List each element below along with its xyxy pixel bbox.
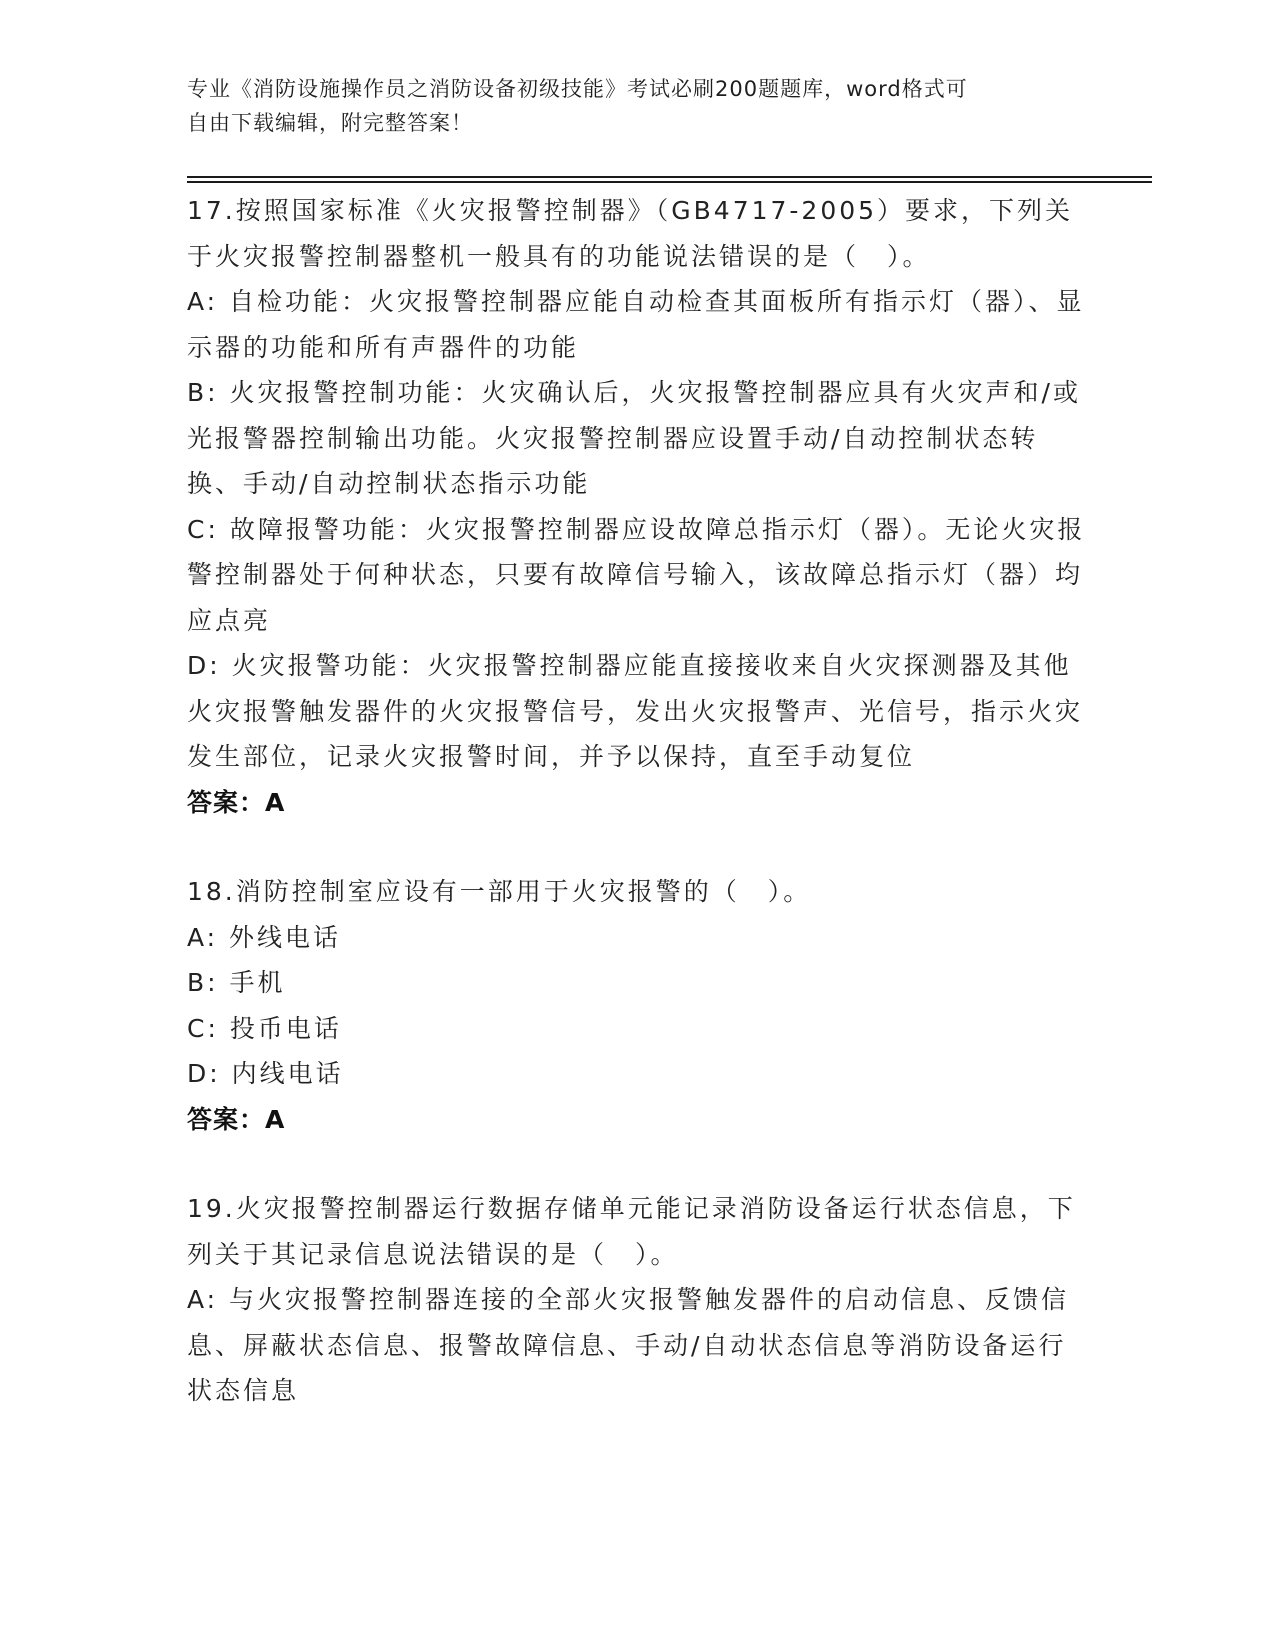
- question-19: [187, 1186, 1087, 1414]
- header-line-2: 自由下载编辑，附完整答案！: [187, 111, 473, 135]
- question-17: [187, 188, 1087, 825]
- option-b: B: 手机: [187, 968, 286, 997]
- option-c: C: 故障报警功能：火灾报警控制器应设故障总指示灯（器）。无论火灾报警控制器处于何种状态，只要有故障信号输入，该故障总指示灯（器）均应点亮: [187, 514, 1086, 635]
- question-list: [187, 188, 1087, 1414]
- header-divider-top: [187, 176, 1152, 178]
- option-b: B: 火灾报警控制功能：火灾确认后，火灾报警控制器应具有火灾声和/或光报警器控制输出功能。火灾报警控制器应设置手动/自动控制状态转换、手动/自动控制状态指示功能: [187, 378, 1081, 498]
- option-a: A: 外线电话: [187, 922, 342, 952]
- question-stem: 19.火灾报警控制器运行数据存储单元能记录消防设备运行状态信息，下列关于其记录信息说法错误的是（ ）。: [187, 1194, 1076, 1269]
- question-18: [187, 869, 1087, 1142]
- question-spacer: [187, 825, 1087, 869]
- option-d: D: 内线电话: [187, 1059, 344, 1088]
- answer: 答案：A: [187, 787, 286, 817]
- document-header: [187, 72, 1087, 140]
- question-stem: 17.按照国家标准《火灾报警控制器》（GB4717-2005）要求，下列关于火灾报警控制器整机一般具有的功能说法错误的是（ ）。: [187, 196, 1074, 271]
- question-spacer: [187, 1142, 1087, 1186]
- option-d: D: 火灾报警功能：火灾报警控制器应能直接接收来自火灾探测器及其他火灾报警触发器件的火灾报警信号，发出火灾报警声、光信号，指示火灾发生部位，记录火灾报警时间，并予以保持，直至手动复位: [187, 651, 1084, 771]
- option-c: C: 投币电话: [187, 1013, 342, 1043]
- option-a: A: 与火灾报警控制器连接的全部火灾报警触发器件的启动信息、反馈信息、屏蔽状态信息、报警故障信息、手动/自动状态信息等消防设备运行状态信息: [187, 1285, 1070, 1405]
- option-a: A: 自检功能：火灾报警控制器应能自动检查其面板所有指示灯（器）、显示器的功能和所有声器件的功能: [187, 287, 1085, 362]
- header-divider-bottom: [187, 181, 1152, 183]
- question-stem: 18.消防控制室应设有一部用于火灾报警的（ ）。: [187, 877, 812, 906]
- answer: 答案：A: [187, 1104, 286, 1134]
- header-line-1: 专业《消防设施操作员之消防设备初级技能》考试必刷200题题库，word格式可: [187, 77, 968, 101]
